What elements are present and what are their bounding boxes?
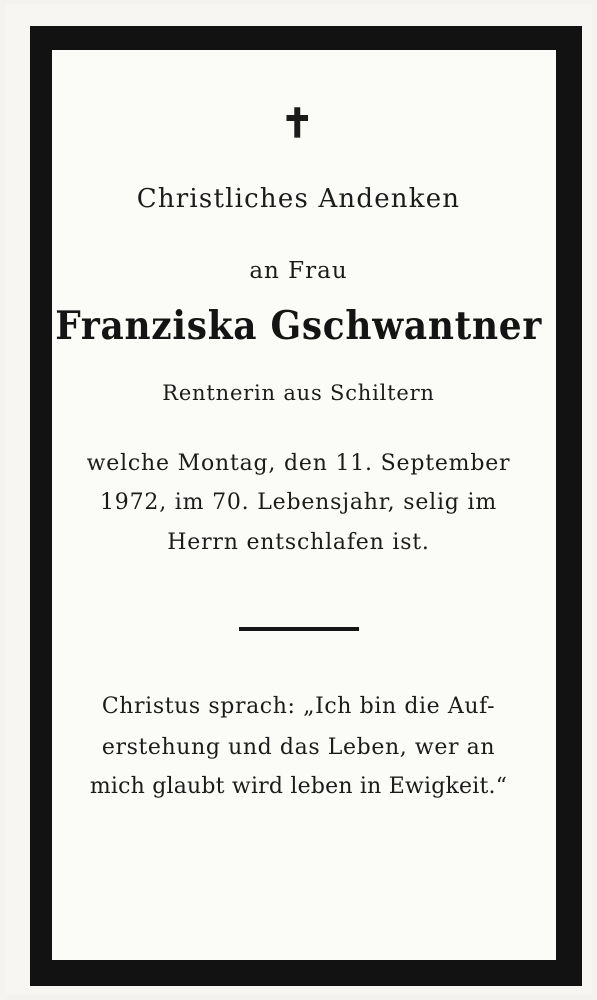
quote-line: Christus sprach: „Ich bin die Auf-	[101, 694, 496, 719]
cross-icon: ✝	[280, 100, 315, 147]
deceased-name: Franziska Gschwantner	[55, 303, 542, 349]
quote-line: erstehung und das Leben, wer an	[101, 735, 496, 760]
death-notice-line: 1972, im 70. Lebensjahr, selig im	[100, 490, 497, 515]
death-notice-line: welche Montag, den 11. September	[86, 451, 511, 476]
quote-line: mich glaubt wird leben in Ewigkeit.“	[89, 774, 508, 799]
card-heading: Christliches Andenken	[136, 184, 461, 214]
occupation-text: Rentnerin aus Schiltern	[162, 381, 435, 405]
dedication-text: an Frau	[249, 258, 348, 284]
divider-rule	[239, 627, 359, 631]
death-notice-line: Herrn entschlafen ist.	[167, 530, 430, 555]
